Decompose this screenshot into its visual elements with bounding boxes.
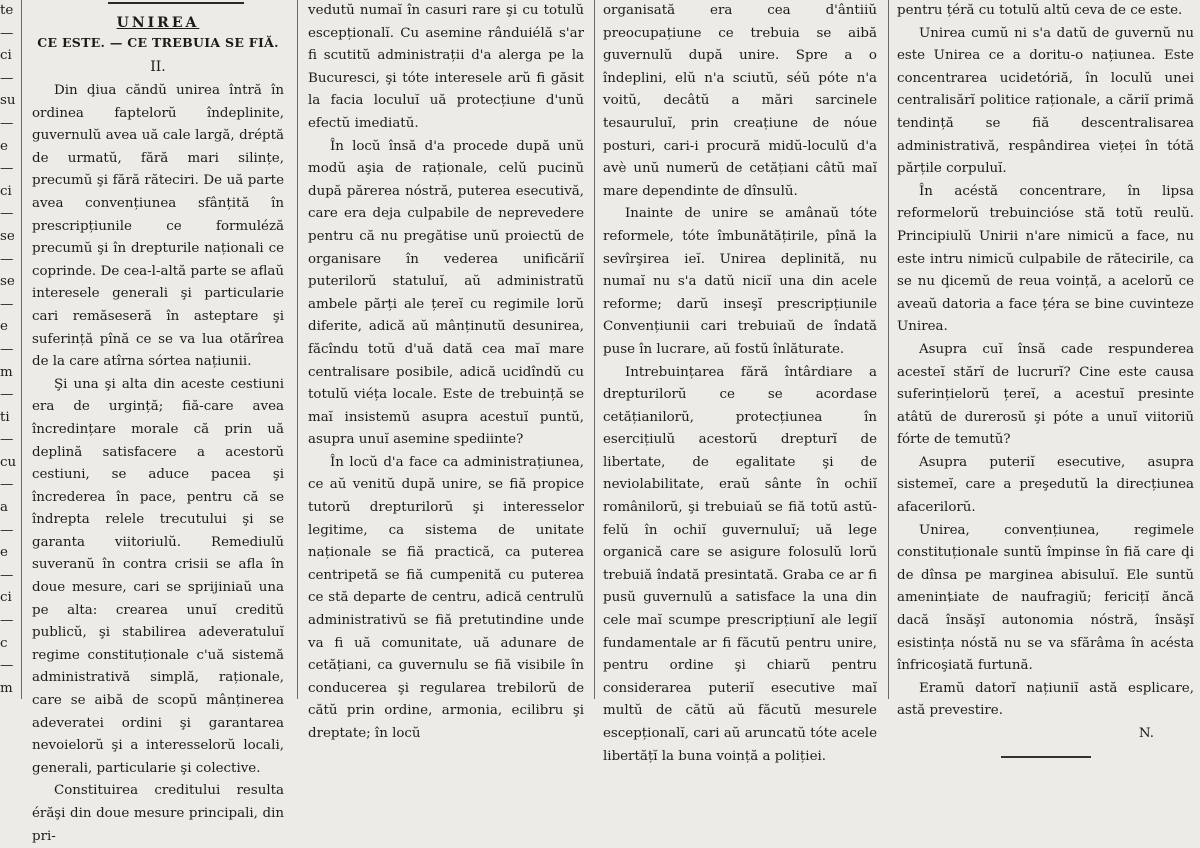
line-fragment: —	[0, 567, 14, 583]
column-4	[891, 0, 1200, 741]
line-fragment: —	[0, 296, 14, 312]
line-fragment: c	[0, 635, 8, 651]
paragraph: Asupra cuĭ însă cade respunderea acesteĭ stărĭ de lucrurĭ? Cine este causa suferințielorŭ țereĭ, a acestuĭ presinte atâtŭ de durerosŭ şi póte a unuĭ viitoriŭ fórte de temutŭ?	[897, 341, 1194, 448]
paragraph: În locŭ d'a face ca administrațiunea, ce aŭ venitŭ după unire, se fiă propice tutorŭ drepturilorŭ şi interesselor legitime, ca sistema de unitate naționale se fiă practică, ca puterea centripetă se fiă cumpenită cu puterea ce stă departe de centru, adică centrulŭ administrativŭ se fiă pretutindine unde va fi uă comunitate, uă adunare de cetățiani, ca guvernulu se fiă visibile în conducerea şi regularea trebilorŭ de cătŭ prin ordine, armonia, ecilibru şi dreptate; în locŭ	[308, 454, 584, 741]
section-number: II.	[150, 59, 166, 75]
article-subtitle: CE ESTE. — CE TREBUIA SE FIĂ.	[37, 35, 279, 50]
paragraph: Inainte de unire se amânaŭ tóte reformele, tóte îmbunătățirile, pînă la sevîrşirea ieĭ. Unirea deplinită, nu numaĭ nu s'a datŭ niciĭ una din acele reforme; darŭ inseşĭ prescripțiunile Convențiunii cari trebuiaŭ de îndată puse în lucrare, aŭ fostŭ înlăturate.	[603, 206, 877, 357]
line-fragment: —	[0, 387, 14, 403]
line-fragment: cu	[0, 454, 17, 470]
column-divider	[594, 0, 595, 699]
line-fragment: m	[0, 364, 13, 380]
column-2	[300, 0, 592, 741]
line-fragment: —	[0, 70, 14, 86]
line-fragment: —	[0, 206, 14, 222]
paragraph: Unirea, convențiunea, regimele constituționale suntŭ împinse în fiă care ḑi de dînsa pe marginea abisuluĭ. Ele suntŭ ameninȶiate de naufragiŭ; fericițĭ ăncă dacă însăşĭ autonomia nóstră, însăşĭ esistința nóstă nu se va sfărâma în acésta înfricoşiată furtună.	[897, 522, 1194, 674]
paragraph: Eramŭ datorĭ națiuniĭ astă esplicare, astă prevestire.	[897, 680, 1194, 719]
line-fragment: e	[0, 319, 8, 335]
paragraph: Constituirea creditului resulta érăşi din doue mesure principali, din pri-	[32, 783, 284, 844]
column-3	[597, 0, 885, 764]
line-fragment: te	[0, 3, 14, 18]
line-fragment: —	[0, 658, 14, 674]
column-divider	[21, 0, 22, 699]
paragraph: vedutŭ numaĭ în casuri rare şi cu totulŭ escepționalĭ. Cu asemine rânduiélă s'ar fi scutitŭ administrații d'a alerga pe la Bucuresci, şi tóte interesele arŭ fi găsit la facia loculuĭ uă protecțiune d'unŭ efectŭ imediatŭ.	[308, 3, 584, 131]
line-fragment: m	[0, 680, 13, 696]
line-fragment: e	[0, 545, 8, 561]
line-fragment: —	[0, 613, 14, 629]
line-fragment: se	[0, 228, 15, 244]
line-fragment: —	[0, 251, 14, 267]
column-divider	[297, 0, 298, 699]
column-divider	[888, 0, 889, 699]
line-fragment: —	[0, 341, 14, 357]
signature: N.	[1138, 726, 1154, 741]
line-fragment: e	[0, 138, 8, 154]
line-fragment: —	[0, 161, 14, 177]
line-fragment: ti	[0, 409, 10, 425]
line-fragment: a	[0, 500, 8, 516]
line-fragment: —	[0, 115, 14, 131]
paragraph: Asupra puteriĭ esecutive, asupra sistemeĭ, care a preşedutŭ la direcțiunea afacerilorŭ.	[897, 454, 1194, 516]
paragraph: Unirea cumŭ ni s'a datŭ de guvernŭ nu este Unirea ce a doritu-o națiunea. Este concentrarea ucidetóriă, în loculŭ unei centralisărĭ politice raționale, a căriĭ primă tendință se fiă descentralisarea administrativă, respândirea vieței în tótă părțile corpuluĭ.	[897, 25, 1194, 177]
line-fragment: —	[0, 25, 14, 41]
paragraph: pentru țéră cu totulŭ altŭ ceva de ce este.	[897, 3, 1183, 18]
column-fragment-left	[0, 0, 18, 699]
line-fragment: —	[0, 432, 14, 448]
paragraph: Şi una şi alta din aceste cestiuni era de urgință; fiă-care avea încredințare morale că prin uă deplină satisfacere a acestorŭ cestiuni, se aduce pacea şi încrederea în pace, pentru că se îndrepta relele trecutului şi se garanta viitoriulŭ. Remediulŭ suveranŭ în contra crisii se afla în doue mesure, cari se sprijiniaŭ una pe alta: crearea unuĭ creditŭ publicŭ, şi stabilirea adeveratuluĭ regime constituționale c'uă sistemă administrativă simplă, raționale, care se aibă de scopŭ mânținerea adeveratei ordini şi garantarea nevoielorŭ şi a interesselorŭ locali, generali, particularie şi colective.	[32, 376, 284, 776]
article-title: UNIREA	[116, 15, 200, 31]
line-fragment: ci	[0, 48, 12, 64]
line-fragment: ci	[0, 590, 12, 606]
paragraph: În acéstă concentrare, în lipsa reformelorŭ trebuincióse stă totŭ reulŭ. Principiulŭ Unirii n'are nimicŭ a face, nu este intru nimicŭ culpabile de rătecirile, ca se nu ḑicemŭ de reua voință, a acelorŭ ce aveaŭ datoria a face țéra se bine cuvinteze Unirea.	[897, 183, 1194, 335]
end-rule	[1001, 756, 1091, 758]
paragraph: Din ḑiua căndŭ unirea întră în ordinea faptelorŭ îndeplinite, guvernulŭ avea uă cale largă, dréptă de urmatŭ, fără mari silințe, precumŭ şi fără răteciri. De uă parte avea convențiunea sfânțită în prescripțiunile ce formuléză precumŭ şi în drepturile naționali ce coprinde. De cea-l-altă parte se aflaŭ interesele generali şi particularie cari remăseseră în asteptare şi suferință pînă ce se va lua otărîrea de la care atîrna sórtea națiunii.	[32, 83, 284, 370]
line-fragment: —	[0, 477, 14, 493]
header-rule	[108, 2, 244, 4]
line-fragment: —	[0, 522, 14, 538]
line-fragment: se	[0, 274, 15, 290]
line-fragment: su	[0, 93, 16, 109]
line-fragment: ci	[0, 183, 12, 199]
column-1	[24, 0, 294, 844]
paragraph: organisată era cea d'ântiiŭ preocupațiune ce trebuia se aibă guvernulŭ după unire. Spre a o îndeplini, elŭ n'a sciutŭ, séŭ póte n'a voitŭ, decâtŭ a mări sarcinele tesauruluĭ, prin creațiune de nóue posturi, cari-i procură midŭ-loculŭ d'a avè unŭ numerŭ de cetățiani câtŭ maĭ mare dependinte de dînsulŭ.	[603, 3, 877, 199]
paragraph: În locŭ însă d'a procede după unŭ modŭ aşia de raționale, celŭ pucinŭ după părerea nóstră, puterea esecutivă, care era deja culpabile de neprevedere pentru că nu pregătise unŭ proiectŭ de organisare în vederea unificăriĭ puterilorŭ statuluĭ, aŭ administratŭ ambele părți ale țereĭ cu regimile lorŭ diferite, adică aŭ mânținutŭ desunirea, făcîndu totŭ d'uă dată cea maĭ mare centralisare posibile, adică ucidîndŭ cu totulŭ viéța locale. Este de trebuință se maĭ insistemŭ asupra acestuĭ puntŭ, asupra unuĭ asemine spediinte?	[308, 138, 584, 448]
paragraph: Intrebuințarea fără întârdiare a drepturilorŭ ce se acordase cetățianilorŭ, protecțiunea în esercițiulŭ acestorŭ drepturĭ de libertate, de egalitate şi de neviolabilitate, eraŭ sânte în ochiĭ românilorŭ, şi trebuiaŭ se fiă totŭ astŭ-felŭ în ochiĭ guvernuluĭ; uă lege organică care se asigure folosulŭ lorŭ trebuiă îndată presintată. Graba ce ar fi pusŭ guvernulŭ a satisface la una din cele maĭ scumpe prescripțiunĭ ale legiĭ fundamentale ar fi făcutŭ pentru unire, pentru ordine şi chiarŭ pentru considerarea puteriĭ esecutive maĭ multŭ de cătŭ aŭ făcutŭ mesurele escepționalĭ, cari aŭ aruncatŭ tóte acele libertățĭ la buna voință a poliției.	[603, 364, 877, 764]
